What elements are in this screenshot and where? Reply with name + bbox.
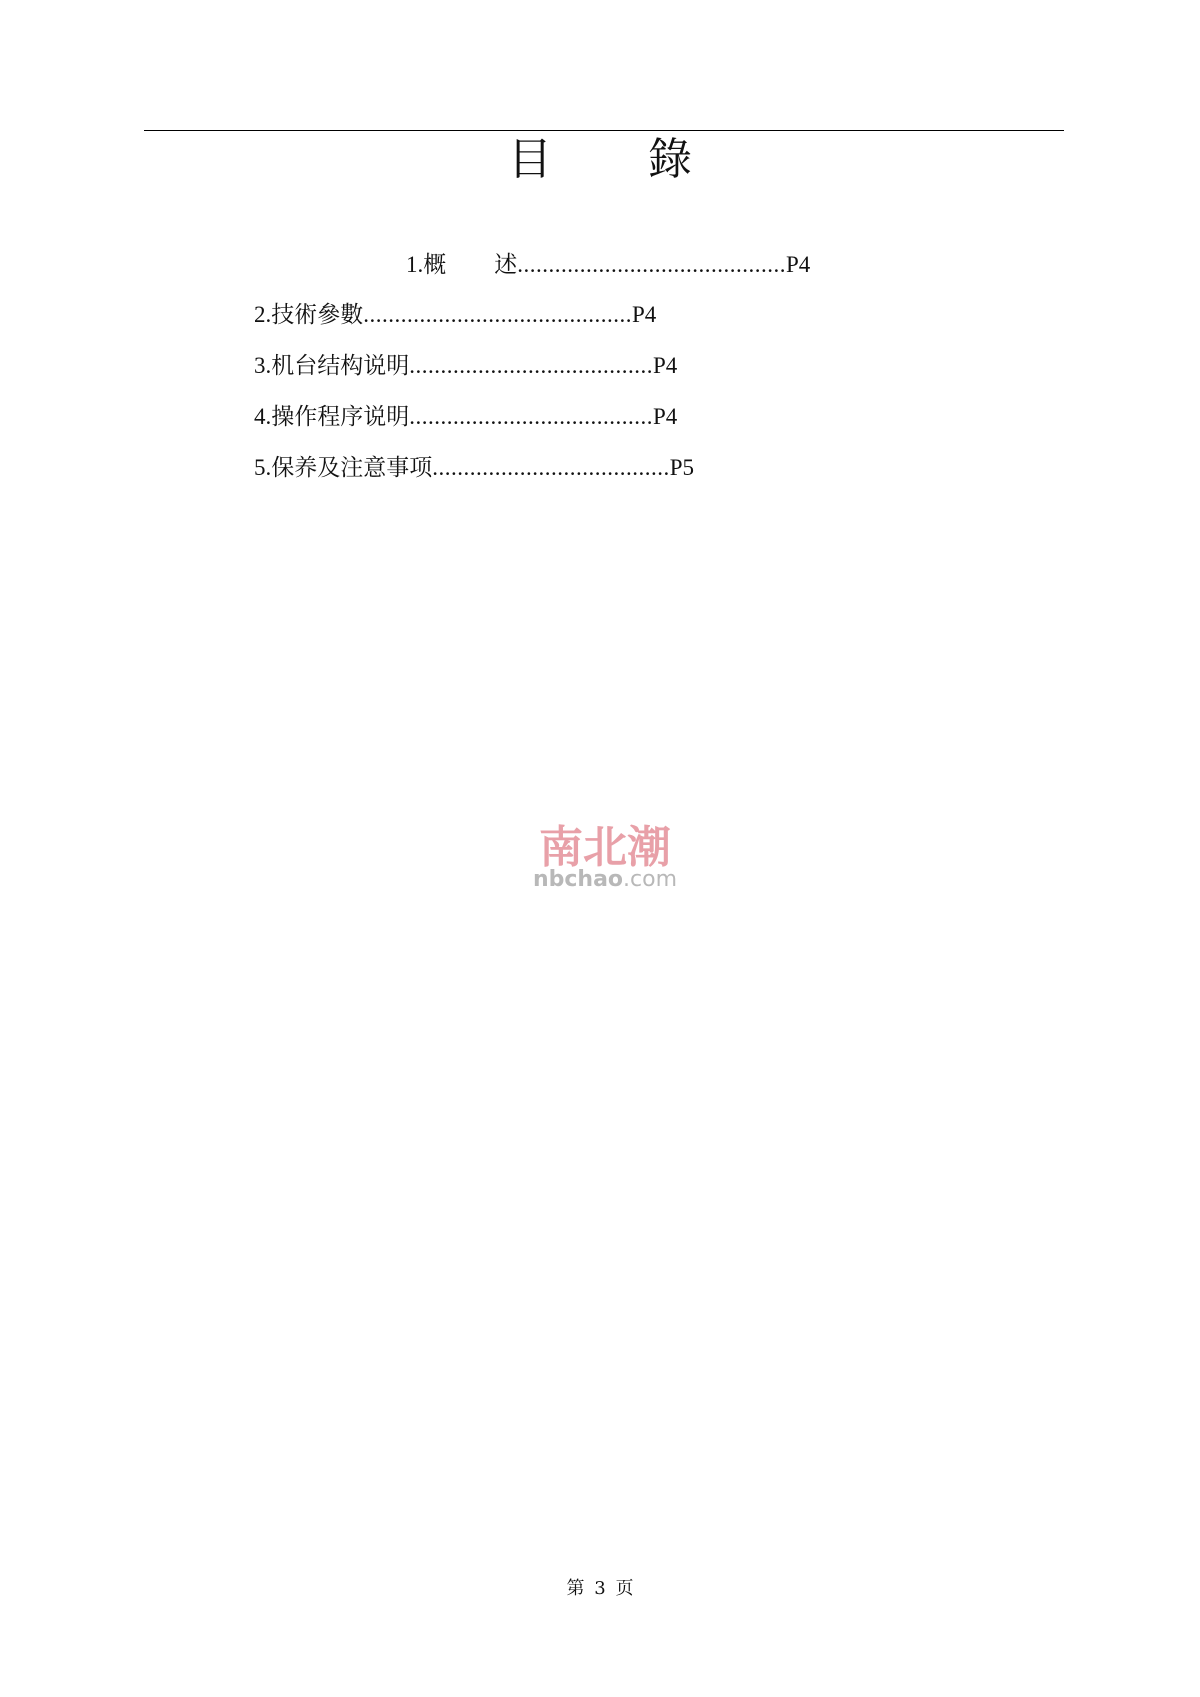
- page-title-char-2: 錄: [648, 134, 692, 185]
- toc-entry-title: 保养及注意事项: [271, 455, 433, 480]
- watermark-chinese: 南北潮: [539, 822, 671, 873]
- toc-entry-leader: ......................................: [432, 455, 670, 480]
- watermark-latin-main: nbchao: [532, 867, 624, 892]
- toc-entry-leader: .......................................: [409, 353, 653, 378]
- toc-entry-number: 3.: [254, 353, 272, 378]
- toc-entry-number: 2.: [254, 302, 272, 327]
- toc-entry-leader: ...........................................: [363, 302, 632, 327]
- toc-entry-leader: .......................................: [409, 404, 653, 429]
- toc-entry-title-part-1: 概: [423, 252, 447, 277]
- toc-entry-number: 5.: [254, 455, 272, 480]
- toc-entry-page: P5: [669, 455, 695, 480]
- toc-list: [0, 0, 1200, 600]
- watermark-latin-suffix: .com: [623, 867, 678, 892]
- toc-entry-page: P4: [632, 302, 657, 327]
- toc-entry-maintenance-notes[interactable]: [254, 453, 694, 483]
- watermark-logo: [520, 820, 690, 892]
- toc-entry-title-part-2: 述: [494, 252, 518, 277]
- toc-entry-number: 4.: [254, 404, 272, 429]
- toc-entry-page: P4: [653, 353, 678, 378]
- page-number: 第 3 页: [566, 1578, 634, 1599]
- toc-entry-page: P4: [653, 404, 678, 429]
- toc-entry-title: 技術參數: [271, 302, 364, 327]
- page-title-char-1: 目: [508, 134, 552, 185]
- toc-entry-machine-structure[interactable]: [254, 351, 677, 381]
- toc-entry-overview[interactable]: [406, 250, 810, 280]
- toc-entry-page: P4: [786, 252, 811, 277]
- toc-entry-technical-parameters[interactable]: [254, 300, 656, 330]
- toc-entry-title: 操作程序说明: [271, 404, 410, 429]
- toc-entry-operating-procedure[interactable]: [254, 402, 677, 432]
- toc-entry-number: 1.: [406, 252, 424, 277]
- watermark-latin: [533, 867, 677, 892]
- toc-entry-leader: ...........................................: [517, 252, 786, 277]
- watermark-svg: [520, 820, 690, 892]
- toc-entry-title: 机台结构说明: [271, 353, 410, 378]
